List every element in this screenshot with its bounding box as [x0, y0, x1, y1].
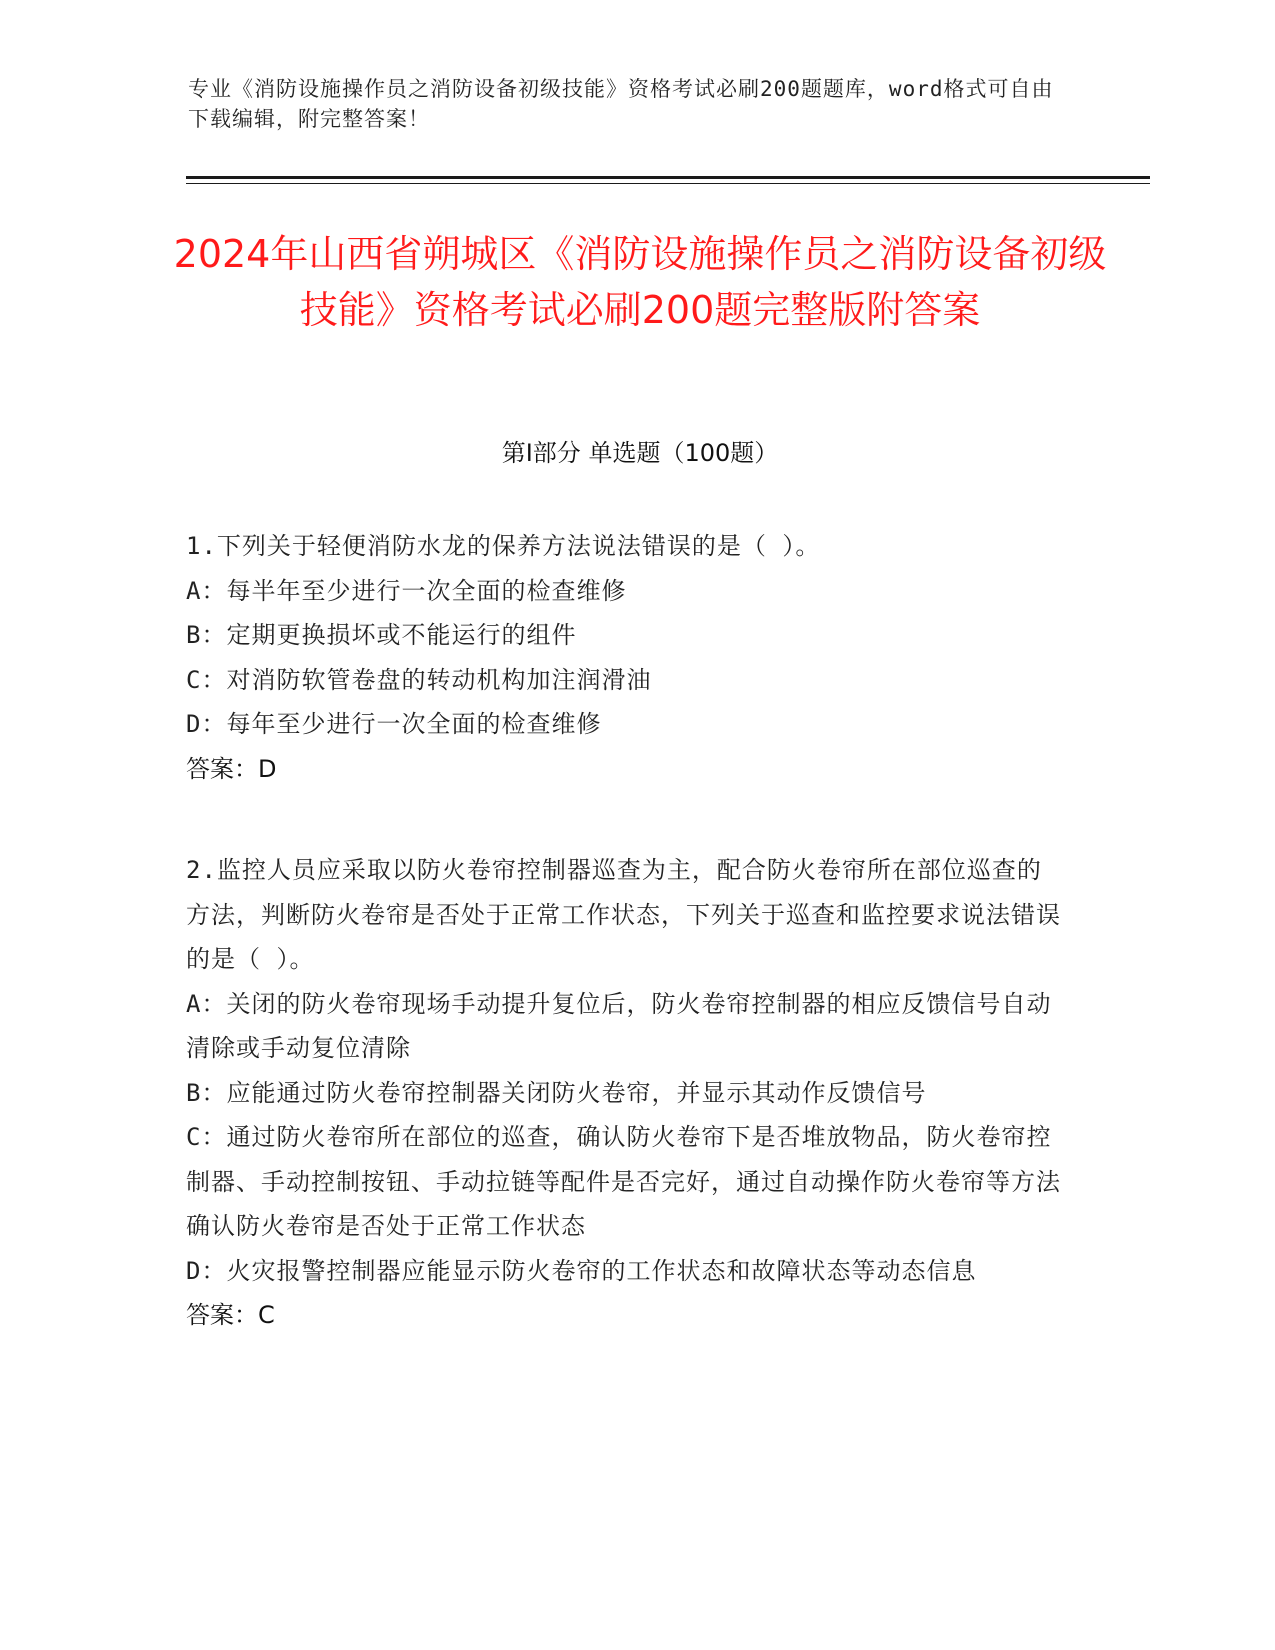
question-stem: 1.下列关于轻便消防水龙的保养方法说法错误的是（ ）。: [186, 532, 821, 560]
option-c: C：对消防软管卷盘的转动机构加注润滑油: [186, 665, 652, 694]
option-b: B：应能通过防火卷帘控制器关闭防火卷帘，并显示其动作反馈信号: [186, 1078, 927, 1107]
header-note: 专业《消防设施操作员之消防设备初级技能》资格考试必刷200题题库，word格式可自由下载编辑，附完整答案！: [188, 77, 1054, 131]
option-d: D：每年至少进行一次全面的检查维修: [186, 710, 602, 738]
document-title: 2024年山西省朔城区《消防设施操作员之消防设备初级技能》资格考试必刷200题完整版附答案: [173, 232, 1107, 332]
question-1: [186, 524, 1066, 791]
header-divider-thin: [186, 183, 1150, 184]
question-2: [186, 848, 1066, 1338]
option-b: B：定期更换损坏或不能运行的组件: [186, 621, 577, 649]
option-a: A：每半年至少进行一次全面的检查维修: [186, 576, 627, 605]
option-d: D：火灾报警控制器应能显示防火卷帘的工作状态和故障状态等动态信息: [186, 1256, 977, 1285]
question-stem: 2.监控人员应采取以防火卷帘控制器巡查为主，配合防火卷帘所在部位巡查的方法，判断防火卷帘是否处于正常工作状态，下列关于巡查和监控要求说法错误的是（ ）。: [186, 856, 1061, 973]
header-divider-thick: [186, 176, 1150, 179]
option-c: C：通过防火卷帘所在部位的巡查，确认防火卷帘下是否堆放物品，防火卷帘控制器、手动控制按钮、手动拉链等配件是否完好，通过自动操作防火卷帘等方法确认防火卷帘是否处于正常工作状态: [186, 1123, 1061, 1240]
section-title: 第Ⅰ部分 单选题（100题）: [501, 439, 779, 467]
answer-label: 答案：D: [186, 754, 277, 783]
answer-label: 答案：C: [186, 1301, 275, 1329]
option-a: A：关闭的防火卷帘现场手动提升复位后，防火卷帘控制器的相应反馈信号自动清除或手动复位清除: [186, 989, 1052, 1062]
